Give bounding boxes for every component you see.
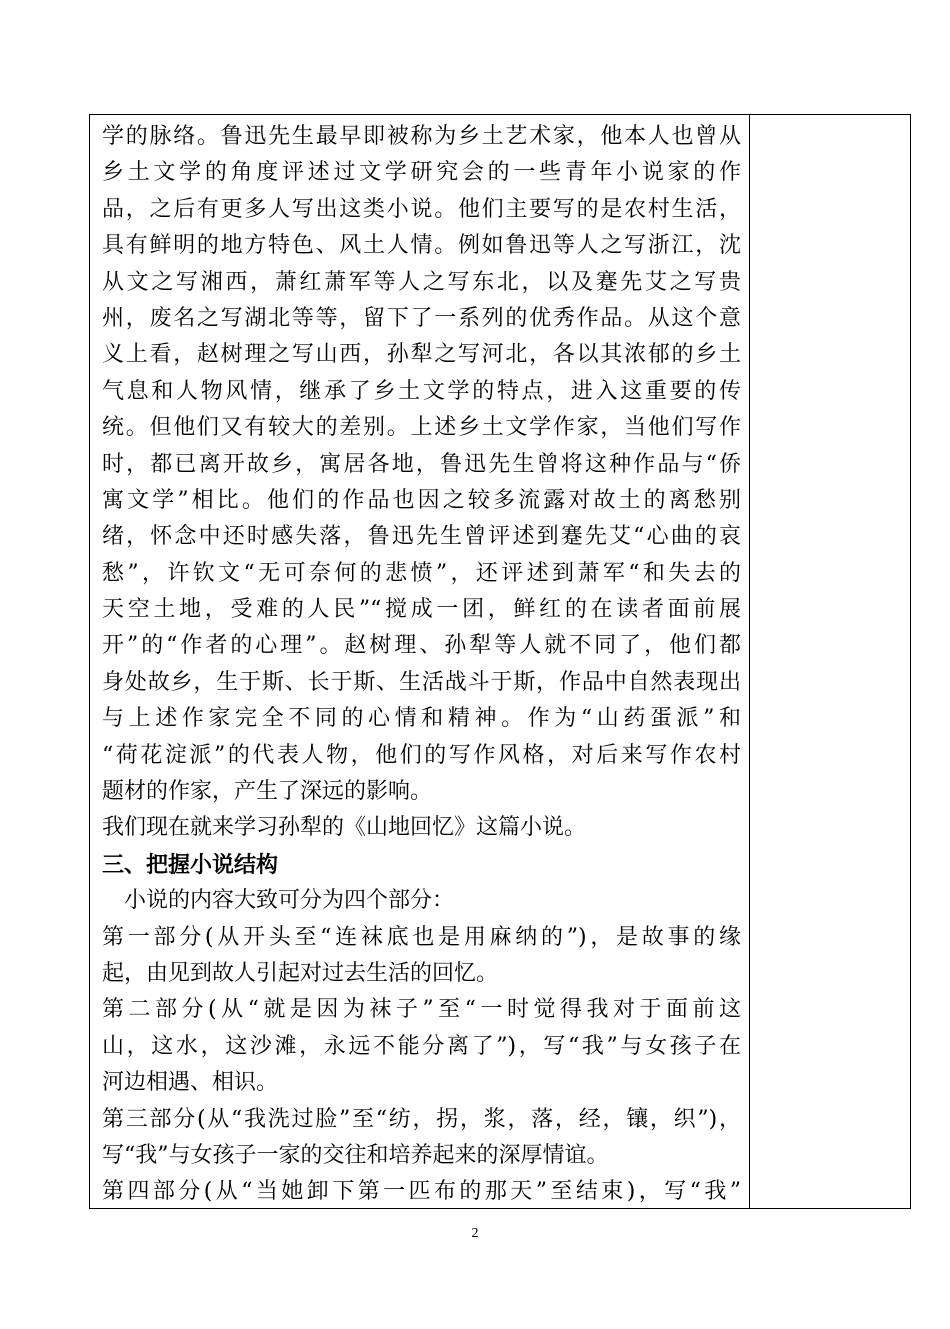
text-line: 气息和人物风情，继承了乡土文学的特点，进入这重要的传 (102, 378, 741, 404)
text-line: 乡土文学的角度评述过文学研究会的一些青年小说家的作 (102, 160, 741, 186)
text-line: 品，之后有更多人写出这类小说。他们主要写的是农村生活， (102, 196, 741, 222)
text-line: 愁”，许钦文“无可奈何的悲愤”，还评述到萧军“和失去的 (102, 560, 741, 586)
text-line: 绪，怀念中还时感失落，鲁迅先生曾评述到蹇先艾“心曲的哀 (102, 524, 741, 550)
notes-cell (750, 115, 910, 1208)
text-line: 第三部分(从“我洗过脸”至“纺，拐，浆，落，经，镶，织”)， (102, 1106, 741, 1132)
text-line: 与上述作家完全不同的心情和精神。作为“山药蛋派”和 (102, 706, 741, 732)
content-cell (90, 115, 750, 1208)
paragraph-literary-background (102, 119, 741, 810)
text-line: 起，由见到故人引起对过去生活的回忆。 (102, 960, 499, 986)
page-number: 2 (471, 1226, 479, 1241)
text-line: 题材的作家，产生了深远的影响。 (102, 779, 433, 805)
text-line: 第二部分(从“就是因为袜子”至“一时觉得我对于面前这 (102, 997, 741, 1023)
part-two (102, 992, 741, 1101)
text-line: 学的脉络。鲁迅先生最早即被称为乡土艺术家，他本人也曾从 (102, 124, 741, 149)
text-line: 开”的“作者的心理”。赵树理、孙犁等人就不同了，他们都 (102, 633, 741, 659)
section-heading: 三、把握小说结构 (102, 851, 279, 878)
text-line: 第四部分(从“当她卸下第一匹布的那天”至结束)，写“我” (102, 1179, 741, 1205)
text-line: 具有鲜明的地方特色、风土人情。例如鲁迅等人之写浙江，沈 (102, 233, 741, 259)
part-one (102, 920, 741, 993)
text-line: 州，废名之写湖北等等，留下了一系列的优秀作品。从这个意 (102, 305, 741, 331)
text-line: 从文之写湘西，萧红萧军等人之写东北，以及蹇先艾之写贵 (102, 269, 741, 295)
text-line: 山，这水，这沙滩，永远不能分离了”)，写“我”与女孩子在 (102, 1033, 741, 1059)
part-four (102, 1174, 741, 1208)
text-line: 统。但他们又有较大的差别。上述乡土文学作家，当他们写作 (102, 415, 741, 441)
text-line: 义上看，赵树理之写山西，孙犁之写河北，各以其浓郁的乡土 (102, 342, 741, 368)
text-line: 天空土地，受难的人民”“搅成一团，鲜红的在读者面前展 (102, 597, 741, 623)
part-three (102, 1102, 741, 1175)
text-line: 时，都已离开故乡，寓居各地，鲁迅先生曾将这种作品与“侨 (102, 451, 741, 477)
text-line: 寓文学”相比。他们的作品也因之较多流露对故土的离愁别 (102, 487, 741, 513)
text-line: 身处故乡，生于斯、长于斯、生活战斗于斯，作品中自然表现出 (102, 669, 741, 695)
structure-intro: 小说的内容大致可分为四个部分： (124, 888, 455, 914)
intro-line: 我们现在就来学习孙犁的《山地回忆》这篇小说。 (102, 815, 587, 841)
text-line: 写“我”与女孩子一家的交往和培养起来的深厚情谊。 (102, 1142, 609, 1168)
text-line: 第一部分(从开头至“连袜底也是用麻纳的”)，是故事的缘 (102, 924, 741, 950)
document-table (89, 114, 911, 1209)
text-line: “荷花淀派”的代表人物，他们的写作风格，对后来写作农村 (102, 742, 741, 768)
text-line: 河边相遇、相识。 (102, 1070, 279, 1096)
